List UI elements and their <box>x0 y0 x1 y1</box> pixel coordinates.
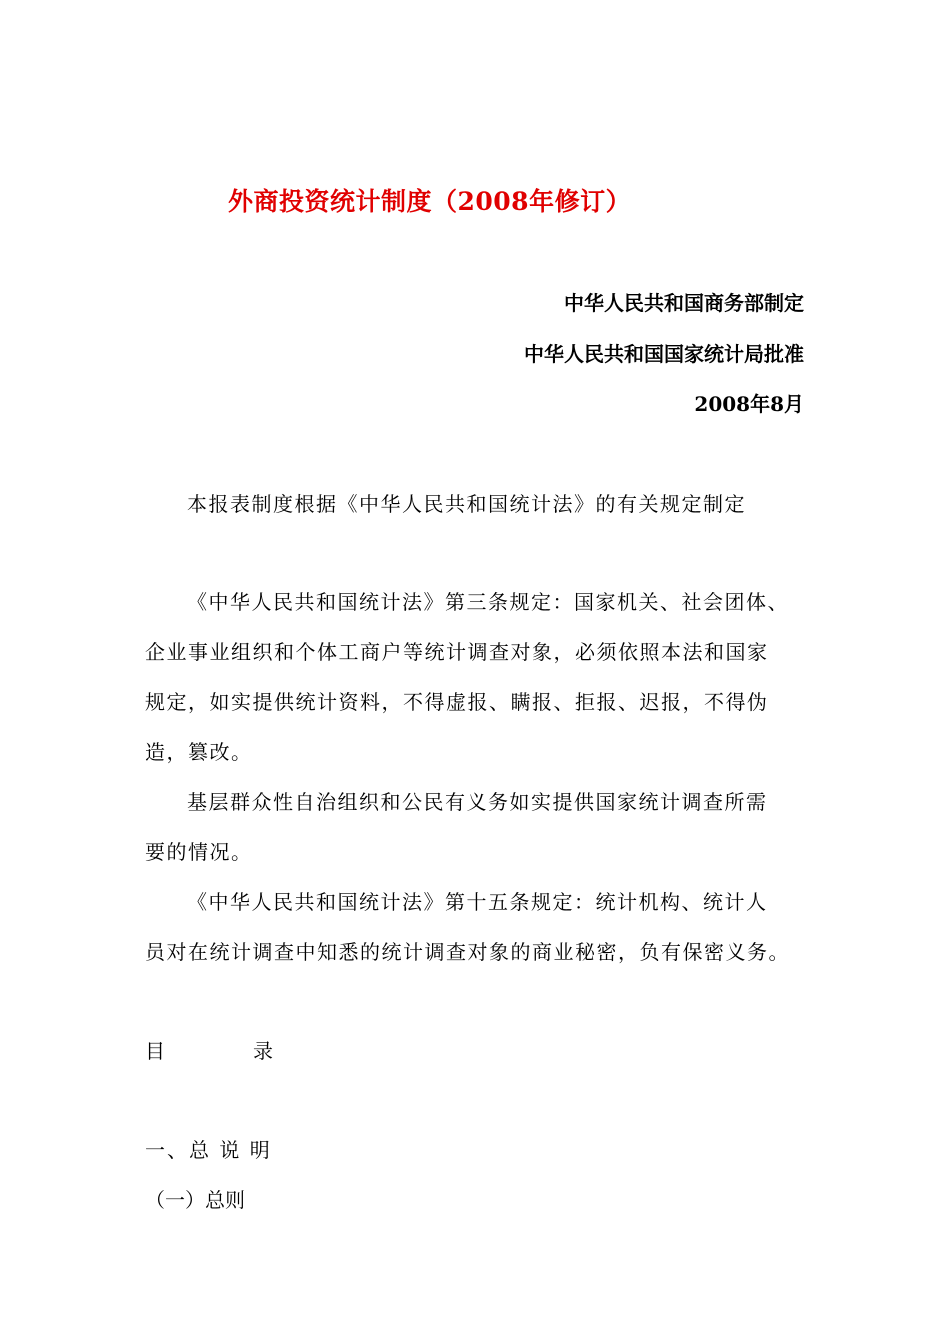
issuer-line: 中华人民共和国商务部制定 <box>564 291 804 315</box>
toc-heading <box>145 1035 273 1064</box>
article3-line-4: 造，篡改。 <box>145 740 253 764</box>
article15-line-1: 《中华人民共和国统计法》第十五条规定：统计机构、统计人 <box>187 890 768 914</box>
article3-line-1: 《中华人民共和国统计法》第三条规定：国家机关、社会团体、 <box>187 590 789 614</box>
basis-paragraph: 本报表制度根据《中华人民共和国统计法》的有关规定制定 <box>187 492 746 516</box>
section-heading: 一、总 说 明 <box>145 1138 272 1162</box>
document-title: 外商投资统计制度（2008年修订） <box>228 187 632 216</box>
approver-line: 中华人民共和国国家统计局批准 <box>524 342 804 366</box>
date-line: 2008年8月 <box>694 392 804 416</box>
toc-heading-left: 目 <box>145 1039 165 1063</box>
grassroots-line-2: 要的情况。 <box>145 840 253 864</box>
subsection-heading: （一）总则 <box>145 1188 245 1212</box>
toc-heading-right: 录 <box>253 1039 273 1063</box>
grassroots-line-1: 基层群众性自治组织和公民有义务如实提供国家统计调查所需 <box>187 790 768 814</box>
article3-line-2: 企业事业组织和个体工商户等统计调查对象，必须依照本法和国家 <box>145 640 769 664</box>
article15-line-2: 员对在统计调查中知悉的统计调查对象的商业秘密，负有保密义务。 <box>145 940 790 964</box>
article3-line-3: 规定，如实提供统计资料，不得虚报、瞒报、拒报、迟报，不得伪 <box>145 690 769 714</box>
